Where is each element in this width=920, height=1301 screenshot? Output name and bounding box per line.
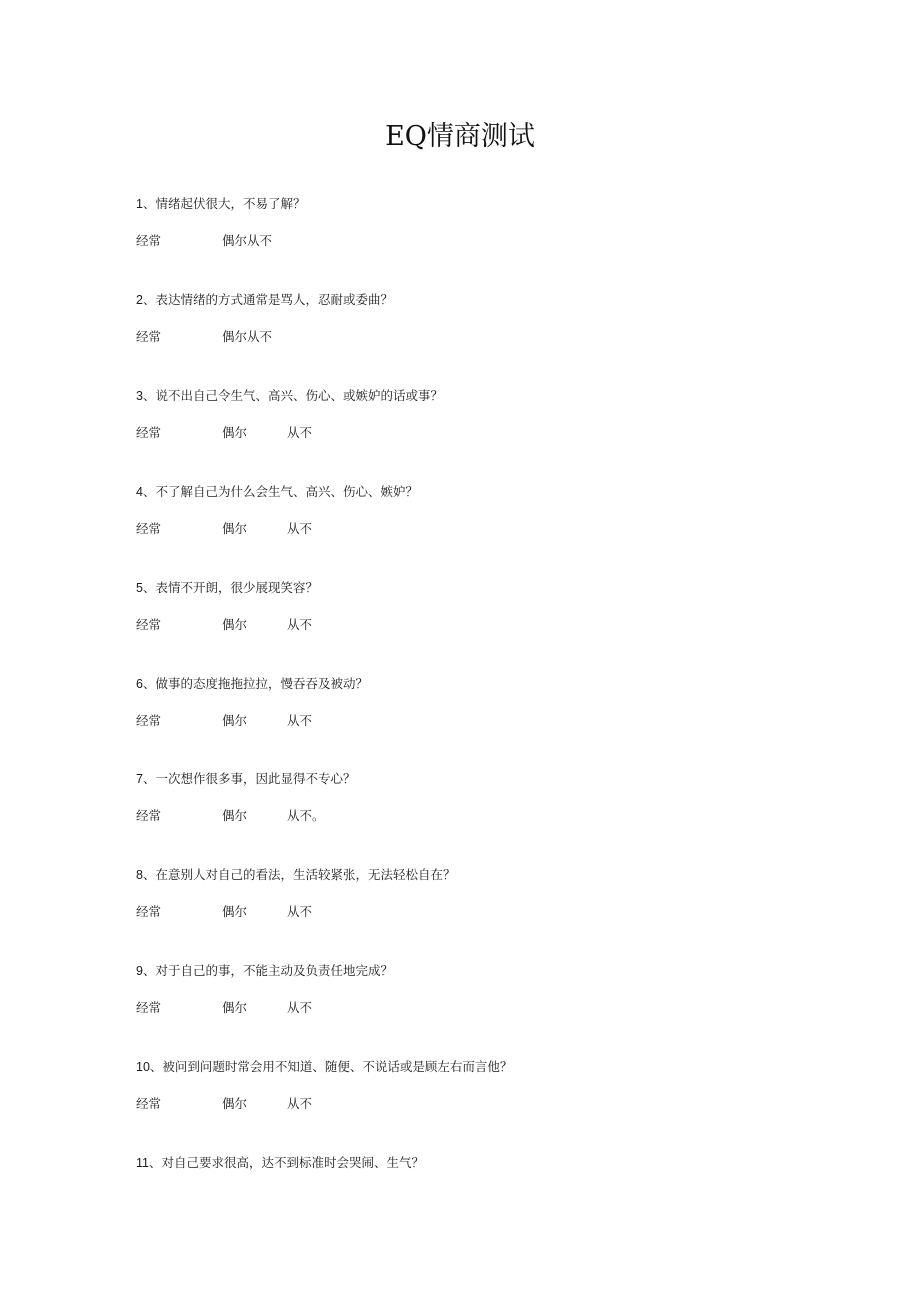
question-number: 5 — [136, 581, 143, 595]
question-text — [136, 963, 393, 979]
question-label: 不了解自己为什么会生气、高兴、伤心、嫉妒？ — [155, 484, 418, 499]
question-item — [136, 196, 836, 286]
question-separator: 、 — [142, 676, 156, 691]
option-often[interactable]: 经常 — [136, 808, 162, 823]
question-number: 1 — [136, 197, 143, 211]
question-separator: 、 — [142, 484, 156, 499]
option-never[interactable]: 从不 — [287, 425, 313, 440]
option-never[interactable]: 从不 — [287, 1000, 313, 1015]
question-item — [136, 292, 836, 382]
option-often[interactable]: 经常 — [136, 233, 162, 248]
question-label: 做事的态度拖拖拉拉，慢吞吞及被动？ — [155, 676, 368, 691]
option-never[interactable]: 从不 — [287, 904, 313, 919]
question-number: 3 — [136, 389, 143, 403]
question-label: 表情不开朗，很少展现笑容？ — [155, 580, 318, 595]
question-separator: 、 — [142, 771, 156, 786]
question-label: 说不出自己令生气、高兴、伤心、或嫉妒的话或事？ — [155, 388, 443, 403]
option-sometimes-never[interactable]: 偶尔从不 — [222, 329, 273, 344]
question-item — [136, 1059, 836, 1149]
question-number: 11 — [136, 1156, 149, 1170]
option-often[interactable]: 经常 — [136, 904, 162, 919]
question-separator: 、 — [148, 1155, 162, 1170]
option-sometimes[interactable]: 偶尔 — [222, 808, 248, 823]
question-number: 7 — [136, 772, 143, 786]
option-never[interactable]: 从不 — [287, 713, 313, 728]
question-number: 8 — [136, 868, 143, 882]
option-sometimes[interactable]: 偶尔 — [222, 1000, 248, 1015]
question-number: 9 — [136, 964, 143, 978]
option-sometimes[interactable]: 偶尔 — [222, 617, 248, 632]
page-title: EQ情商测试 — [385, 121, 535, 152]
question-text — [136, 580, 318, 596]
option-never[interactable]: 从不 — [287, 1096, 313, 1111]
question-label: 情绪起伏很大，不易了解？ — [155, 196, 306, 211]
question-label: 被问到问题时常会用不知道、随便、不说话或是顾左右而言他？ — [162, 1059, 513, 1074]
question-text — [136, 867, 455, 883]
question-item — [136, 963, 836, 1053]
question-text — [136, 1155, 424, 1171]
question-text — [136, 676, 368, 692]
option-often[interactable]: 经常 — [136, 425, 162, 440]
option-often[interactable]: 经常 — [136, 1096, 162, 1111]
option-often[interactable]: 经常 — [136, 329, 162, 344]
question-label: 对于自己的事，不能主动及负责任地完成？ — [155, 963, 393, 978]
question-label: 对自己要求很高，达不到标准时会哭闹、生气？ — [161, 1155, 425, 1170]
question-separator: 、 — [149, 1059, 163, 1074]
option-never[interactable]: 从不 — [287, 617, 313, 632]
question-number: 2 — [136, 293, 143, 307]
option-often[interactable]: 经常 — [136, 521, 162, 536]
question-label: 一次想作很多事，因此显得不专心？ — [155, 771, 356, 786]
option-never[interactable]: 从不。 — [287, 808, 325, 823]
question-item — [136, 484, 836, 574]
option-sometimes[interactable]: 偶尔 — [222, 425, 248, 440]
question-separator: 、 — [142, 388, 156, 403]
question-separator: 、 — [142, 580, 156, 595]
question-item — [136, 388, 836, 478]
option-often[interactable]: 经常 — [136, 1000, 162, 1015]
option-sometimes-never[interactable]: 偶尔从不 — [222, 233, 273, 248]
question-text — [136, 484, 418, 500]
question-separator: 、 — [142, 867, 156, 882]
question-label: 在意别人对自己的看法，生活较紧张，无法轻松自在？ — [155, 867, 456, 882]
question-item — [136, 867, 836, 957]
question-separator: 、 — [142, 292, 156, 307]
question-item — [136, 771, 836, 861]
option-often[interactable]: 经常 — [136, 617, 162, 632]
option-sometimes[interactable]: 偶尔 — [222, 521, 248, 536]
question-text — [136, 292, 393, 308]
question-item — [136, 676, 836, 766]
question-item — [136, 580, 836, 670]
question-number: 6 — [136, 677, 143, 691]
option-sometimes[interactable]: 偶尔 — [222, 904, 248, 919]
option-sometimes[interactable]: 偶尔 — [222, 1096, 248, 1111]
question-number: 4 — [136, 485, 143, 499]
option-sometimes[interactable]: 偶尔 — [222, 713, 248, 728]
option-often[interactable]: 经常 — [136, 713, 162, 728]
question-number: 10 — [136, 1060, 150, 1074]
question-text — [136, 1059, 512, 1075]
question-item — [136, 1155, 836, 1195]
question-text — [136, 196, 305, 212]
question-text — [136, 388, 443, 404]
question-separator: 、 — [142, 196, 156, 211]
question-separator: 、 — [142, 963, 156, 978]
question-label: 表达情绪的方式通常是骂人，忍耐或委曲？ — [155, 292, 393, 307]
question-text — [136, 771, 355, 787]
option-never[interactable]: 从不 — [287, 521, 313, 536]
